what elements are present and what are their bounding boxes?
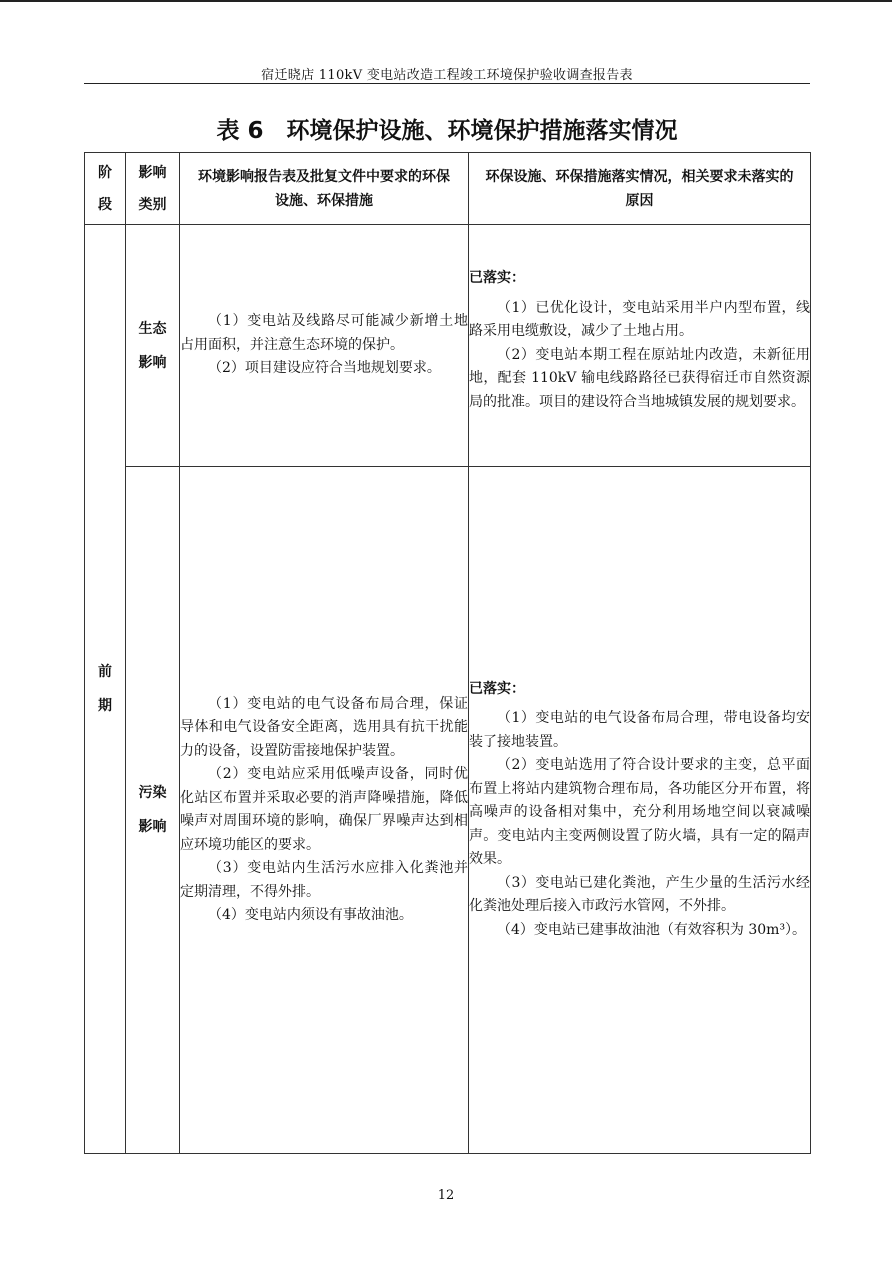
implementation-item: （4）变电站已建事故油池（有效容积为 30m³）。: [497, 921, 807, 938]
top-border: [0, 0, 892, 2]
stage-header-line-2: 段: [98, 196, 112, 213]
stage-cell: [85, 225, 126, 1154]
requirement-item: （2）项目建设应符合当地规划要求。: [208, 360, 441, 377]
requirement-item: （1）变电站的电气设备布局合理，保证导体和电气设备安全距离，选用具有抗干扰能力的设备，设置防雷接地保护装置。: [180, 695, 468, 759]
implementation-item: （3）变电站已建化粪池，产生少量的生活污水经化粪池处理后接入市政污水管网，不外排。: [469, 874, 810, 915]
stage-header-line-1: 阶: [98, 164, 112, 181]
implementation-cell-ecology: [469, 225, 811, 467]
column-header-impact: [126, 153, 180, 225]
column-header-implementation: 环保设施、环保措施落实情况，相关要求未落实的原因: [469, 153, 811, 225]
implementation-item: （1）已优化设计，变电站采用半户内型布置，线路采用电缆敷设，减少了土地占用。: [469, 299, 810, 339]
implementation-cell-pollution: [469, 467, 811, 1154]
running-header: 宿迁晓店 110kV 变电站改造工程竣工环境保护验收调查报告表: [261, 68, 633, 83]
requirement-item: （3）变电站内生活污水应排入化粪池并定期清理，不得外排。: [180, 860, 468, 900]
impact-label-line-1: 生态: [138, 320, 167, 337]
page-number: 12: [437, 1188, 455, 1203]
stage-label-line-1: 前: [98, 664, 112, 680]
status-label: 已落实：: [469, 680, 525, 697]
table-header-row: [85, 153, 811, 225]
impact-cell-pollution: [126, 467, 180, 1154]
status-label: 已落实：: [469, 270, 525, 286]
requirement-item: （4）变电站内须设有事故油池。: [208, 907, 413, 923]
requirement-item: （1）变电站及线路尽可能减少新增土地占用面积，并注意生态环境的保护。: [180, 313, 468, 353]
requirement-item: （2）变电站应采用低噪声设备，同时优化站区布置并采取必要的消声降噪措施，降低噪声对周围环境的影响，确保厂界噪声达到相应环境功能区的要求。: [180, 766, 468, 853]
impact-cell-ecology: [126, 225, 180, 467]
table-row-pollution: [85, 467, 811, 1154]
implementation-item: （2）变电站本期工程在原站址内改造，未新征用地，配套 110kV 输电线路路径已获得宿迁市自然资源局的批准。项目的建设符合当地城镇发展的规划要求。: [469, 346, 810, 410]
requirements-cell-ecology: [180, 225, 469, 467]
impact-label-line-1: 污染: [138, 785, 167, 801]
implementation-item: （2）变电站选用了符合设计要求的主变，总平面布置上将站内建筑物合理布局，各功能区分开布置，将高噪声的设备相对集中，充分利用场地空间以衰减噪声。变电站内主变两侧设置了防火墙，具有一定的隔声效果。: [469, 757, 810, 868]
stage-label-line-2: 期: [98, 698, 112, 714]
impact-header-line-2: 类别: [138, 196, 167, 213]
impact-label-line-2: 影响: [138, 819, 167, 835]
column-header-stage: [85, 153, 126, 225]
implementation-item: （1）变电站的电气设备布局合理，带电设备均安装了接地装置。: [469, 710, 810, 750]
measures-table: [84, 152, 811, 1154]
page-title: 表 6 环境保护设施、环境保护措施落实情况: [216, 118, 678, 144]
requirements-cell-pollution: [180, 467, 469, 1154]
impact-header-line-1: 影响: [138, 164, 167, 181]
table-row-ecology: [85, 225, 811, 467]
column-header-requirements: 环境影响报告表及批复文件中要求的环保设施、环保措施: [180, 153, 469, 225]
header-rule: [84, 83, 810, 84]
impact-label-line-2: 影响: [138, 354, 167, 371]
